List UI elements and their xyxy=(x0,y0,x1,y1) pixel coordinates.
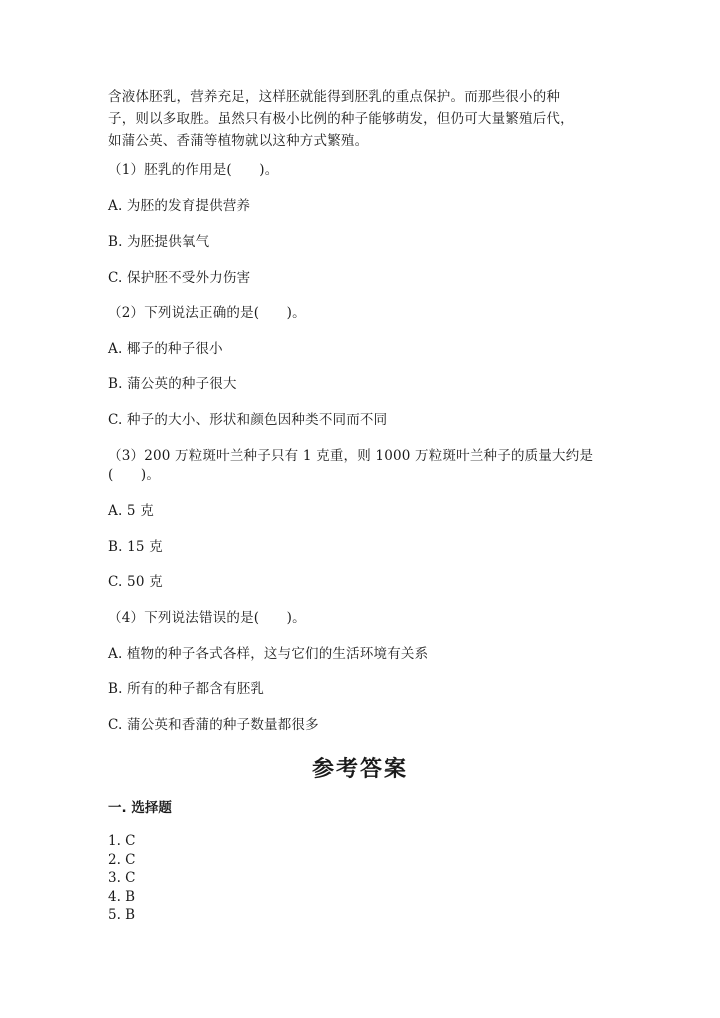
question-2-option-b: B. 蒲公英的种子很大 xyxy=(108,376,237,392)
answer-item: 1. C xyxy=(108,833,136,849)
question-4-option-a: A. 植物的种子各式各样，这与它们的生活环境有关系 xyxy=(108,646,429,662)
question-3-option-b: B. 15 克 xyxy=(108,539,163,555)
question-4-option-c: C. 蒲公英和香蒲的种子数量都很多 xyxy=(108,717,319,733)
question-4-stem: （4）下列说法错误的是( )。 xyxy=(108,610,306,626)
answer-item: 5. B xyxy=(108,907,136,923)
answer-list xyxy=(108,832,136,925)
answer-item: 4. B xyxy=(108,888,136,905)
question-1-option-a: A. 为胚的发育提供营养 xyxy=(108,198,251,214)
question-1-stem: （1）胚乳的作用是( )。 xyxy=(108,162,279,178)
question-3-stem-line1: （3）200 万粒斑叶兰种子只有 1 克重，则 1000 万粒斑叶兰种子的质量大约是 xyxy=(108,448,594,464)
question-3-option-a: A. 5 克 xyxy=(108,503,154,519)
question-3-stem-line2: ( )。 xyxy=(108,467,161,483)
question-2-stem: （2）下列说法正确的是( )。 xyxy=(108,305,306,321)
intro-paragraph xyxy=(108,86,608,152)
answer-item: 3. C xyxy=(108,870,136,886)
question-1-option-b: B. 为胚提供氧气 xyxy=(108,234,210,250)
answer-key-title: 参考答案 xyxy=(311,756,408,782)
answer-section-heading: 一. 选择题 xyxy=(108,800,172,816)
answer-item: 2. C xyxy=(108,851,136,868)
intro-line: 如蒲公英、香蒲等植物就以这种方式繁殖。 xyxy=(108,133,369,149)
question-1-option-c: C. 保护胚不受外力伤害 xyxy=(108,270,251,286)
question-2-option-c: C. 种子的大小、形状和颜色因种类不同而不同 xyxy=(108,412,388,428)
question-4-option-b: B. 所有的种子都含有胚乳 xyxy=(108,681,265,697)
question-3-option-c: C. 50 克 xyxy=(108,574,163,590)
intro-line: 含液体胚乳，营养充足，这样胚就能得到胚乳的重点保护。而那些很小的种 xyxy=(108,89,561,105)
question-2-option-a: A. 椰子的种子很小 xyxy=(108,341,223,357)
intro-line: 子，则以多取胜。虽然只有极小比例的种子能够萌发，但仍可大量繁殖后代， xyxy=(108,111,574,127)
